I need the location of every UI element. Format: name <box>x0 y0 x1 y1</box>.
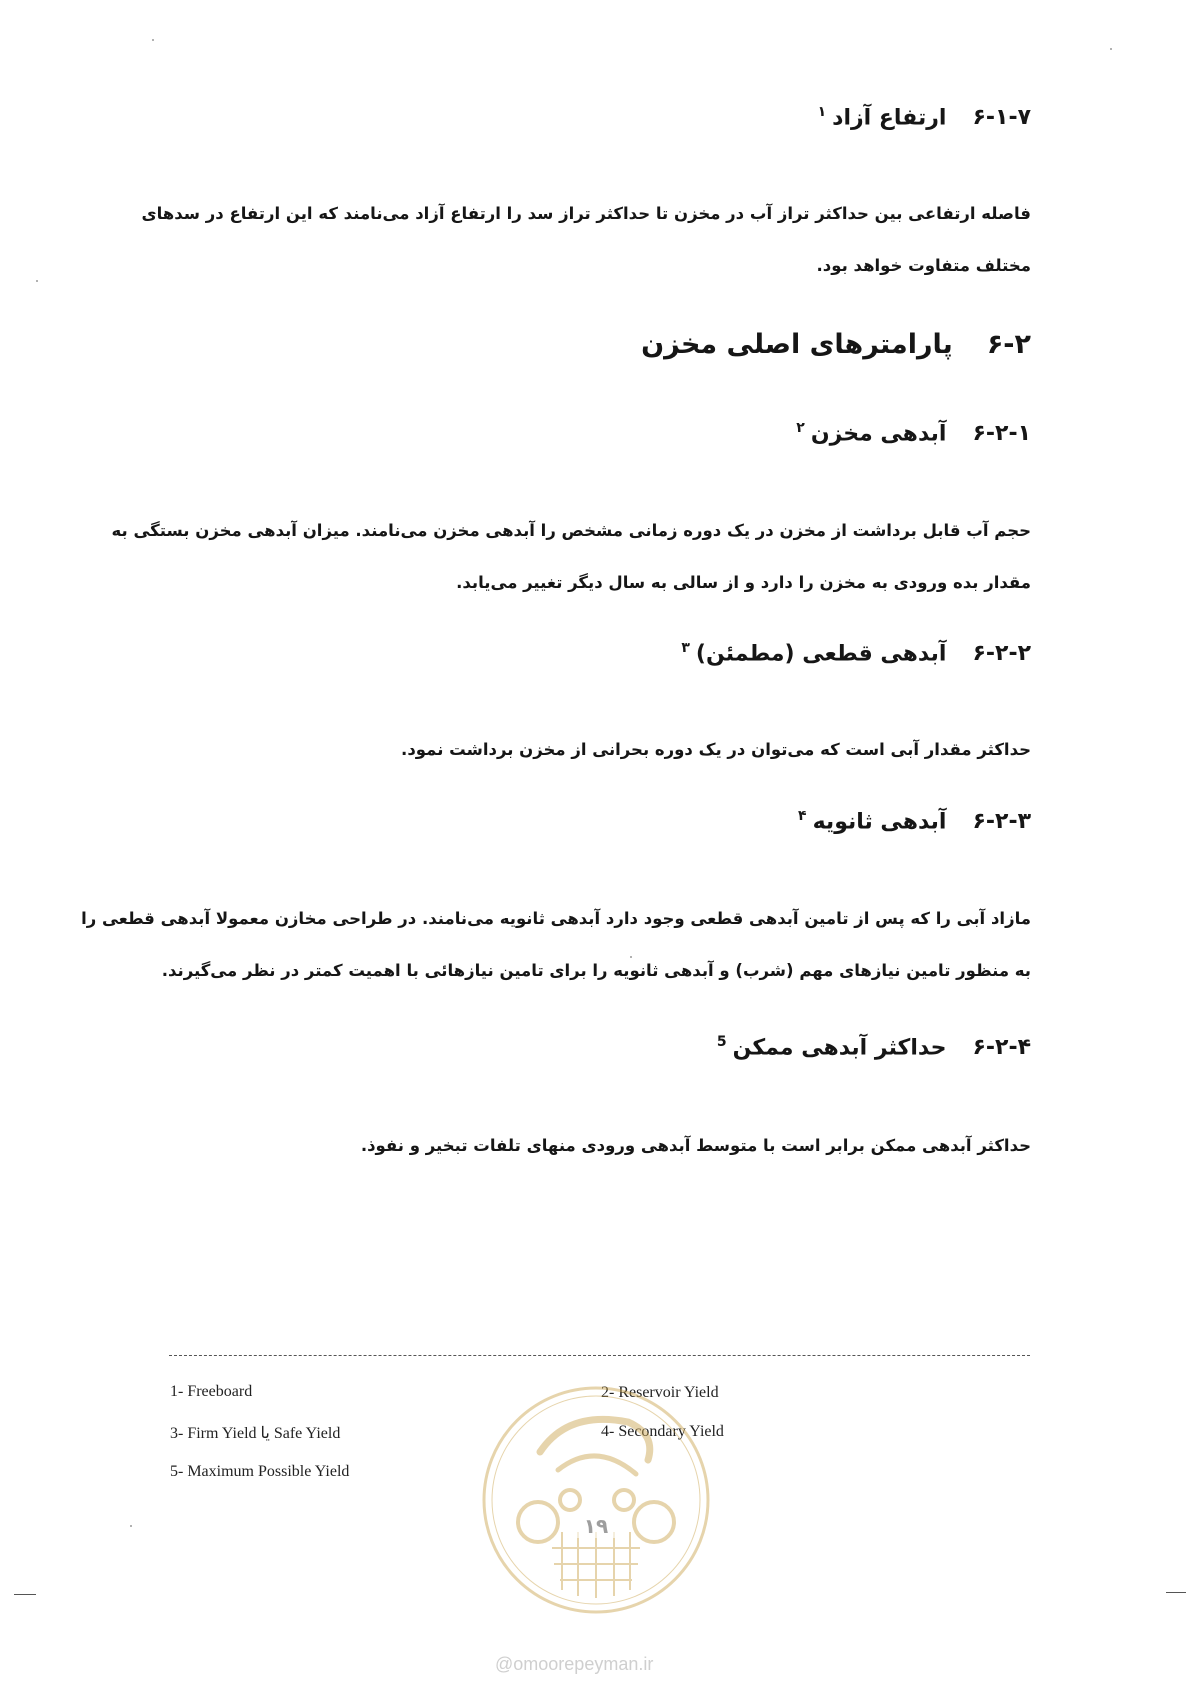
scan-edge-mark <box>1166 1592 1186 1593</box>
paragraph-firm-yield <box>168 724 1031 776</box>
section-title: ارتفاع آزاد <box>832 105 947 131</box>
section-number: ۶-۱-۷ <box>972 105 1031 131</box>
footnote-divider <box>169 1355 1030 1356</box>
footnote-2: 2- Reservoir Yield <box>601 1384 719 1401</box>
paragraph-line: به منظور تامین نیازهای مهم (شرب) و آبدهی ثانویه را برای تامین نیازهائی با اهمیت کمتر در نظر می‌گیرند. <box>161 961 1031 980</box>
paragraph-line: حجم آب قابل برداشت از مخزن در یک دوره زمانی مشخص را آبدهی مخزن می‌نامند. میزان آبدهی مخزن بستگی به <box>111 521 1031 540</box>
section-heading-6-2-3 <box>798 808 1031 834</box>
scan-speck <box>152 39 154 41</box>
section-title: آبدهی ثانویه <box>812 809 947 835</box>
watermark-seal-icon <box>478 1382 714 1618</box>
section-title: آبدهی قطعی (مطمئن) <box>695 641 947 667</box>
scan-speck <box>36 280 38 282</box>
scan-edge-mark <box>14 1594 36 1595</box>
paragraph-line: مازاد آبی را که پس از تامین آبدهی قطعی وجود دارد آبدهی ثانویه می‌نامند. در طراحی مخازن معمولا آبدهی قطعی را <box>81 909 1031 928</box>
footnote-4: 4- Secondary Yield <box>601 1423 724 1440</box>
footnote-ref: ۳ <box>681 640 690 656</box>
footnote-3: 3- Firm Yield یا Safe Yield <box>170 1425 341 1442</box>
section-title: حداکثر آبدهی ممکن <box>732 1035 947 1061</box>
section-heading-6-1-7 <box>818 104 1031 130</box>
paragraph-line: مختلف متفاوت خواهد بود. <box>816 256 1031 275</box>
section-heading-6-2-2 <box>681 640 1031 666</box>
section-heading-6-2 <box>641 329 1031 360</box>
section-number: ۶-۲-۱ <box>972 421 1031 447</box>
paragraph-line: فاصله ارتفاعی بین حداکثر تراز آب در مخزن تا حداکثر تراز سد را ارتفاع آزاد می‌نامند که این ارتفاع در سدهای <box>141 204 1031 223</box>
scan-speck <box>1110 48 1112 50</box>
website-watermark: @omoorepeyman.ir <box>495 1654 654 1674</box>
footnote-ref: 5 <box>716 1034 727 1050</box>
footnote-1: 1- Freeboard <box>170 1383 253 1400</box>
scan-speck <box>130 1525 132 1527</box>
footnote-ref: ۲ <box>796 420 805 436</box>
page-number: ۱۹ <box>583 1514 609 1538</box>
paragraph-max-possible-yield <box>168 1120 1031 1172</box>
paragraph-freeboard <box>141 188 1031 292</box>
section-number: ۶-۲ <box>986 329 1031 360</box>
footnote-ref: ۱ <box>817 104 827 120</box>
paragraph-reservoir-yield <box>111 505 1031 609</box>
section-title: پارامترهای اصلی مخزن <box>641 329 953 360</box>
scan-speck <box>630 956 632 958</box>
paragraph-line: حداکثر مقدار آبی است که می‌توان در یک دوره بحرانی از مخزن برداشت نمود. <box>401 740 1031 759</box>
paragraph-secondary-yield <box>81 893 1031 997</box>
section-number: ۶-۲-۴ <box>972 1035 1031 1061</box>
paragraph-line: حداکثر آبدهی ممکن برابر است با متوسط آبدهی ورودی منهای تلفات تبخیر و نفوذ. <box>360 1136 1031 1155</box>
section-heading-6-2-1 <box>796 420 1031 446</box>
section-number: ۶-۲-۳ <box>972 809 1031 835</box>
section-number: ۶-۲-۲ <box>972 641 1031 667</box>
section-heading-6-2-4 <box>717 1034 1031 1060</box>
paragraph-line: مقدار بده ورودی به مخزن را دارد و از سالی به سال دیگر تغییر می‌یابد. <box>456 573 1031 592</box>
footnote-ref: ۴ <box>798 808 807 824</box>
footnote-5: 5- Maximum Possible Yield <box>170 1463 350 1480</box>
section-title: آبدهی مخزن <box>810 421 947 447</box>
